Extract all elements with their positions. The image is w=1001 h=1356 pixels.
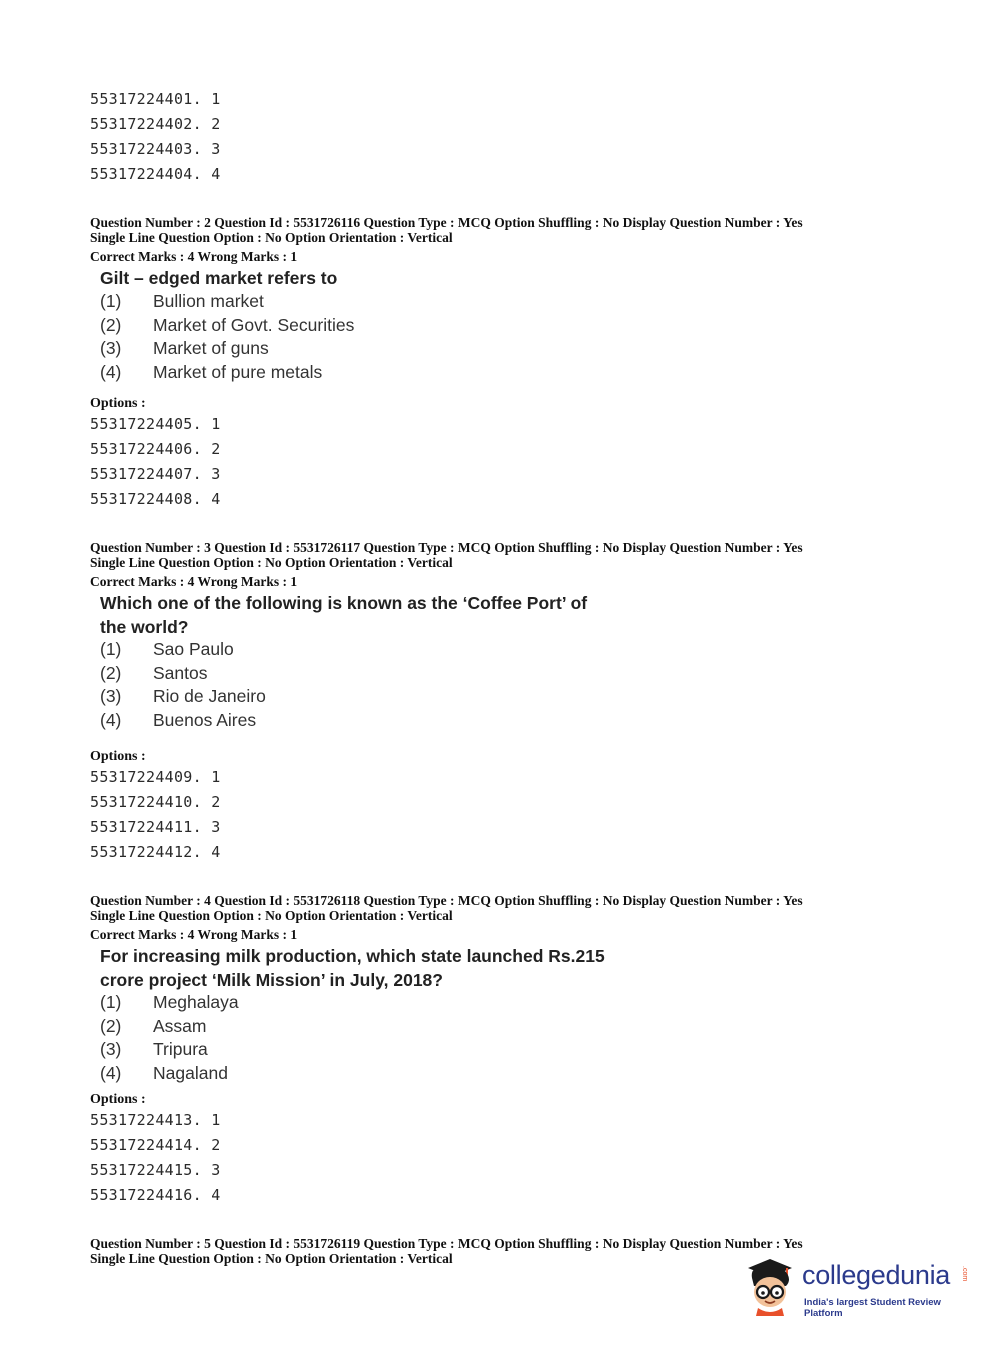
choice-text: Market of pure metals <box>153 361 323 382</box>
choice-item <box>100 991 239 1015</box>
choice-number: (3) <box>100 686 122 706</box>
option-line: 55317224416. 4 <box>90 1186 221 1204</box>
choice-number: (4) <box>100 1062 122 1083</box>
question-4-options <box>90 1108 221 1208</box>
meta-line-2: Single Line Question Option : No Option Orientation : Vertical <box>90 555 453 570</box>
choice-text: Bullion market <box>153 291 264 311</box>
choice-number: (1) <box>100 291 122 311</box>
choice-item <box>100 337 354 361</box>
question-4-marks: Correct Marks : 4 Wrong Marks : 1 <box>90 927 298 942</box>
choice-text: Market of Govt. Securities <box>153 314 355 335</box>
choice-text: Assam <box>153 1015 207 1036</box>
choice-number: (3) <box>100 1039 122 1059</box>
options-label: Options : <box>90 1092 146 1107</box>
choice-item <box>100 1062 239 1086</box>
choice-text: Market of guns <box>153 338 269 358</box>
collegedunia-logo <box>742 1256 972 1322</box>
question-3-marks: Correct Marks : 4 Wrong Marks : 1 <box>90 574 298 589</box>
choice-item <box>100 361 354 385</box>
question-4-text: For increasing milk production, which state launched Rs.215 crore project ‘Milk Mission’ in July, 2018? <box>100 946 605 990</box>
option-line: 55317224412. 4 <box>90 843 221 861</box>
option-line: 55317224415. 3 <box>90 1161 221 1179</box>
option-line: 55317224410. 2 <box>90 793 221 811</box>
question-3-text: Which one of the following is known as the ‘Coffee Port’ of the world? <box>100 593 588 637</box>
question-3-meta <box>90 540 950 570</box>
option-line: 55317224414. 2 <box>90 1136 221 1154</box>
question-2-choices <box>100 290 354 384</box>
choice-item <box>100 1015 239 1039</box>
choice-item <box>100 685 266 709</box>
meta-line-2: Single Line Question Option : No Option Orientation : Vertical <box>90 908 453 923</box>
meta-line-2: Single Line Question Option : No Option Orientation : Vertical <box>90 230 453 245</box>
options-label: Options : <box>90 749 146 764</box>
meta-line-1: Question Number : 5 Question Id : 5531726119 Question Type : MCQ Option Shuffling : No Display Question Number : Yes <box>90 1236 803 1251</box>
question-3-choices <box>100 638 266 732</box>
logo-dotcom: .com <box>961 1266 968 1282</box>
choice-number: (2) <box>100 662 122 683</box>
choice-text: Sao Paulo <box>153 639 234 659</box>
question-4-choices <box>100 991 239 1085</box>
question-2-options <box>90 412 221 512</box>
option-line: 55317224408. 4 <box>90 490 221 508</box>
meta-line-1: Question Number : 3 Question Id : 5531726117 Question Type : MCQ Option Shuffling : No Display Question Number : Yes <box>90 540 803 555</box>
student-mascot-icon <box>742 1256 798 1316</box>
choice-text: Buenos Aires <box>153 709 257 730</box>
question-2-meta <box>90 215 950 245</box>
option-line: 55317224402. 2 <box>90 115 221 133</box>
question-4-meta <box>90 893 950 923</box>
choice-text: Tripura <box>153 1039 208 1059</box>
choice-item <box>100 290 354 314</box>
option-line: 55317224401. 1 <box>90 90 221 108</box>
option-line: 55317224404. 4 <box>90 165 221 183</box>
choice-text: Santos <box>153 662 208 683</box>
option-line: 55317224403. 3 <box>90 140 221 158</box>
option-line: 55317224407. 3 <box>90 465 221 483</box>
choice-item <box>100 1038 239 1062</box>
choice-text: Meghalaya <box>153 992 239 1012</box>
option-line: 55317224409. 1 <box>90 768 221 786</box>
choice-number: (3) <box>100 338 122 358</box>
choice-item <box>100 314 354 338</box>
choice-number: (4) <box>100 361 122 382</box>
question-2-text: Gilt – edged market refers to <box>100 268 338 288</box>
meta-line-1: Question Number : 2 Question Id : 5531726116 Question Type : MCQ Option Shuffling : No Display Question Number : Yes <box>90 215 803 230</box>
choice-number: (2) <box>100 314 122 335</box>
option-line: 55317224413. 1 <box>90 1111 221 1129</box>
choice-number: (2) <box>100 1015 122 1036</box>
choice-item <box>100 709 266 733</box>
choice-number: (1) <box>100 992 122 1012</box>
question-2-marks: Correct Marks : 4 Wrong Marks : 1 <box>90 249 298 264</box>
options-label: Options : <box>90 396 146 411</box>
option-line: 55317224411. 3 <box>90 818 221 836</box>
meta-line-2: Single Line Question Option : No Option Orientation : Vertical <box>90 1251 453 1266</box>
choice-number: (4) <box>100 709 122 730</box>
logo-tagline: India's largest Student Review Platform <box>804 1297 941 1319</box>
option-line: 55317224406. 2 <box>90 440 221 458</box>
top-options-list <box>90 87 221 187</box>
choice-text: Nagaland <box>153 1062 228 1083</box>
choice-text: Rio de Janeiro <box>153 686 266 706</box>
choice-number: (1) <box>100 639 122 659</box>
choice-item <box>100 662 266 686</box>
meta-line-1: Question Number : 4 Question Id : 5531726118 Question Type : MCQ Option Shuffling : No Display Question Number : Yes <box>90 893 803 908</box>
choice-item <box>100 638 266 662</box>
option-line: 55317224405. 1 <box>90 415 221 433</box>
logo-wordmark: collegedunia <box>802 1260 951 1290</box>
question-3-options <box>90 765 221 865</box>
